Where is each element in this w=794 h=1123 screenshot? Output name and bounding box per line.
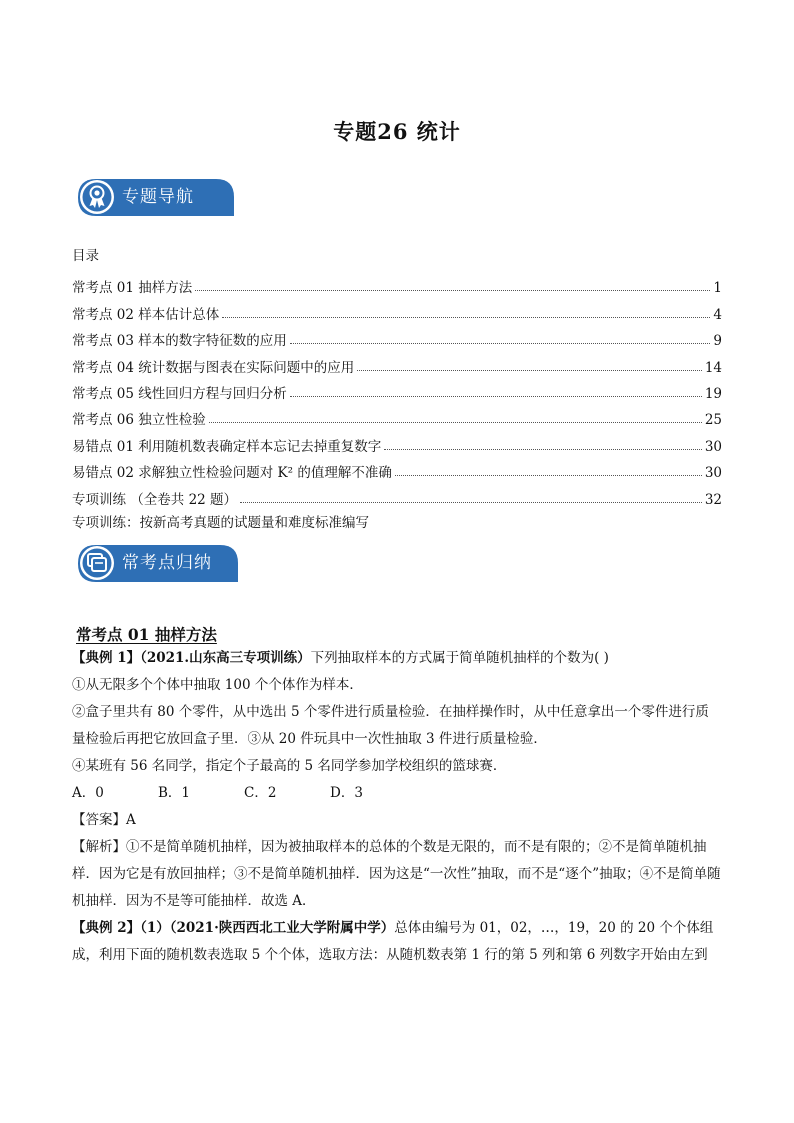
answer-value: A: [126, 812, 136, 828]
example-1-question-line: [72, 645, 722, 672]
page-title: 专题26 统计: [333, 119, 461, 144]
toc-item-label: 常考点 01 抽样方法: [72, 280, 193, 297]
toc-item-label: 易错点 01 利用随机数表确定样本忘记去掉重复数字: [72, 438, 382, 455]
toc-leader: [290, 395, 702, 397]
option-d: D．3: [330, 785, 363, 801]
toc-item-page: 4: [713, 306, 722, 323]
folders-icon: [76, 542, 118, 584]
toc-item-page: 14: [704, 359, 722, 376]
toc-item[interactable]: [72, 481, 722, 507]
toc-item-page: 1: [713, 280, 722, 297]
toc-item[interactable]: [72, 455, 722, 481]
toc-item-page: 19: [704, 385, 722, 402]
toc-leader: [222, 316, 710, 318]
example-item: ④某班有 56 名同学，指定个子最高的 5 名同学参加学校组织的篮球赛．: [72, 758, 507, 774]
answer-label: 【答案】: [72, 812, 126, 828]
toc-item-label: 专项训练 （全卷共 22 题）: [72, 491, 238, 508]
toc-note: 专项训练：按新高考真题的试题量和难度标准编写: [72, 515, 369, 531]
example-tag: 【典例 1】: [72, 650, 141, 666]
toc-leader: [209, 421, 702, 423]
toc-item-label: 常考点 03 样本的数字特征数的应用: [72, 333, 287, 350]
toc-leader: [357, 369, 702, 371]
toc-item-page: 25: [704, 412, 722, 429]
toc-leader: [195, 289, 710, 291]
toc-item[interactable]: [72, 323, 722, 349]
banner-title: 常考点归纳: [122, 553, 212, 573]
section-banner-navigation: [76, 176, 236, 218]
answer-line: [72, 807, 722, 834]
toc-leader: [240, 501, 702, 503]
medal-icon: [76, 176, 118, 218]
analysis-label: 【解析】: [72, 839, 126, 855]
example-1: [72, 645, 722, 969]
option-b: B．1: [158, 785, 191, 801]
toc-leader: [395, 474, 702, 476]
toc-item-page: 9: [713, 333, 722, 350]
example-source: （2021.山东高三专项训练）: [140, 650, 311, 666]
toc-item[interactable]: [72, 296, 722, 322]
example-item: ②盒子里共有 80 个零件，从中选出 5 个零件进行质量检验．在抽样操作时，从中任意拿出一个零件进行质量检验后再把它放回盒子里．③从 20 件玩具中一次性抽取 3 件进行质量检验．: [72, 704, 709, 747]
example-source: （2021·陕西西北工业大学附属中学）: [169, 920, 395, 936]
analysis-text: ①不是简单随机抽样，因为被抽取样本的总体的个数是无限的，而不是有限的；②不是简单随机抽样．因为它是有放回抽样；③不是简单随机抽样．因为这是“一次性”抽取，而不是“逐个”抽取；④不是简单随机抽样．因为不是等可能抽样．故选 A．: [72, 839, 721, 909]
toc-heading: 目录: [72, 248, 99, 264]
toc-item-label: 常考点 02 样本估计总体: [72, 306, 220, 323]
answer-options: [72, 780, 722, 807]
toc-item-label: 易错点 02 求解独立性检验问题对 K² 的值理解不准确: [72, 465, 392, 482]
toc-item[interactable]: [72, 376, 722, 402]
analysis-paragraph: [72, 834, 722, 915]
toc-item-label: 常考点 05 线性回归方程与回归分析: [72, 385, 287, 402]
toc-item[interactable]: [72, 349, 722, 375]
section-heading: 常考点 01 抽样方法: [76, 625, 217, 644]
toc-item-label: 常考点 06 独立性检验: [72, 412, 206, 429]
toc-item[interactable]: [72, 270, 722, 296]
example-item: ①从无限多个个体中抽取 100 个个体作为样本．: [72, 677, 363, 693]
toc-leader: [290, 342, 711, 344]
example-tag: 【典例 2】: [72, 920, 141, 936]
table-of-contents: [72, 270, 722, 508]
banner-title: 专题导航: [122, 187, 194, 207]
toc-item-label: 常考点 04 统计数据与图表在实际问题中的应用: [72, 359, 355, 376]
option-c: C．2: [244, 785, 277, 801]
toc-item-page: 30: [704, 438, 722, 455]
example-part: （1）: [140, 920, 170, 936]
toc-item-page: 30: [704, 465, 722, 482]
example-2-intro: [72, 915, 722, 969]
option-a: A．0: [72, 785, 104, 801]
toc-item-page: 32: [704, 491, 722, 508]
section-banner-summary: [76, 542, 240, 584]
example-question: 下列抽取样本的方式属于简单随机抽样的个数为( ): [310, 650, 609, 666]
toc-item[interactable]: [72, 428, 722, 454]
example-text: 总体由编号为 01，02，…，19，20 的 20 个个体组成，利用下面的随机数表选取 5 个个体，选取方法：从随机数表第 1 行的第 5 列和第 6 列数字开始由左到: [72, 920, 714, 963]
toc-item[interactable]: [72, 402, 722, 428]
toc-leader: [384, 448, 702, 450]
